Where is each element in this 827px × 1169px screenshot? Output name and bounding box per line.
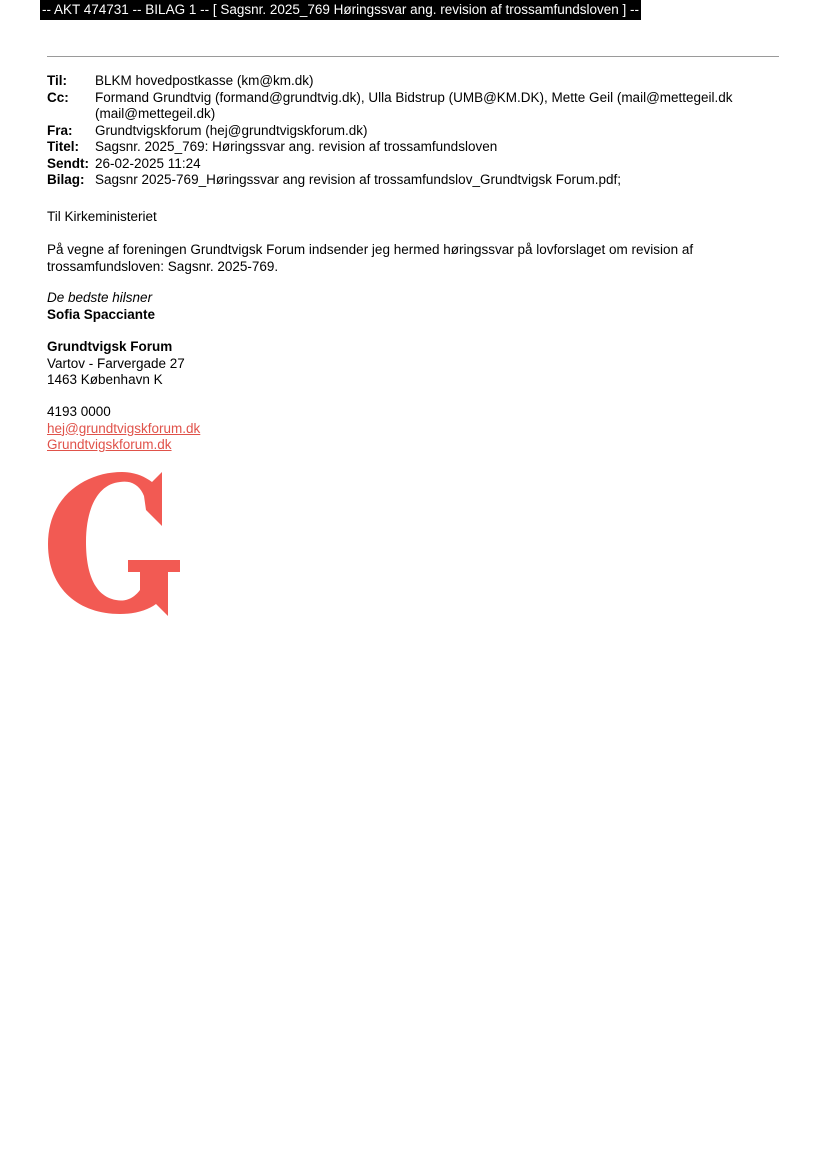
letter-body xyxy=(47,242,747,275)
email-cc-row xyxy=(47,90,767,123)
letter-body-line2: trossamfundsloven: Sagsnr. 2025-769. xyxy=(47,258,279,274)
signature-block xyxy=(47,339,747,389)
grundtvigsk-forum-g-logo-icon xyxy=(46,470,182,616)
email-to-value: BLKM hovedpostkasse (km@km.dk) xyxy=(95,73,314,88)
email-cc-label: Cc: xyxy=(47,89,69,105)
email-from-row xyxy=(47,123,767,140)
header-divider xyxy=(47,56,779,57)
email-title-label: Titel: xyxy=(47,139,80,154)
email-header xyxy=(47,73,767,189)
letter-signoff xyxy=(47,290,747,323)
signature-contact xyxy=(47,404,747,454)
signature-phone: 4193 0000 xyxy=(47,404,111,419)
email-sent-row xyxy=(47,156,767,173)
letter-signer: Sofia Spacciante xyxy=(47,306,156,322)
signature-web-link[interactable]: Grundtvigskforum.dk xyxy=(47,437,172,452)
signature-address-line1: Vartov - Farvergade 27 xyxy=(47,355,185,371)
signature-email-link[interactable]: hej@grundtvigskforum.dk xyxy=(47,420,201,436)
signature-org: Grundtvigsk Forum xyxy=(47,339,173,354)
email-attachment-row xyxy=(47,172,767,189)
letter-body-line1: På vegne af foreningen Grundtvigsk Forum indsender jeg hermed høringssvar på lovforslaget om revision af xyxy=(47,242,694,257)
email-attachment-label: Bilag: xyxy=(47,172,85,187)
email-from-value: Grundtvigskforum (hej@grundtvigskforum.dk) xyxy=(95,122,368,138)
email-sent-label: Sendt: xyxy=(47,155,89,171)
email-sent-value: 26-02-2025 11:24 xyxy=(95,155,201,171)
letter-closing: De bedste hilsner xyxy=(47,290,153,305)
logo-g-shape xyxy=(48,472,180,616)
email-cc-value-line2: (mail@mettegeil.dk) xyxy=(95,106,216,121)
email-attachment-value: Sagsnr 2025-769_Høringssvar ang revision af trossamfundslov_Grundtvigsk Forum.pdf; xyxy=(95,172,621,187)
email-from-label: Fra: xyxy=(47,122,73,138)
document-banner: -- AKT 474731 -- BILAG 1 -- [ Sagsnr. 2025_769 Høringssvar ang. revision af trossamfundsloven ] -- xyxy=(40,0,641,20)
email-to-label: Til: xyxy=(47,73,67,88)
email-title-row xyxy=(47,139,767,156)
email-to-row xyxy=(47,73,767,90)
email-title-value: Sagsnr. 2025_769: Høringssvar ang. revision af trossamfundsloven xyxy=(95,139,498,154)
email-cc-value-line1: Formand Grundtvig (formand@grundtvig.dk), Ulla Bidstrup (UMB@KM.DK), Mette Geil (mail@mettegeil.dk xyxy=(95,89,733,105)
signature-address-line2: 1463 København K xyxy=(47,372,163,387)
email-cc-value xyxy=(95,90,767,123)
letter-salutation: Til Kirkeministeriet xyxy=(47,209,157,224)
